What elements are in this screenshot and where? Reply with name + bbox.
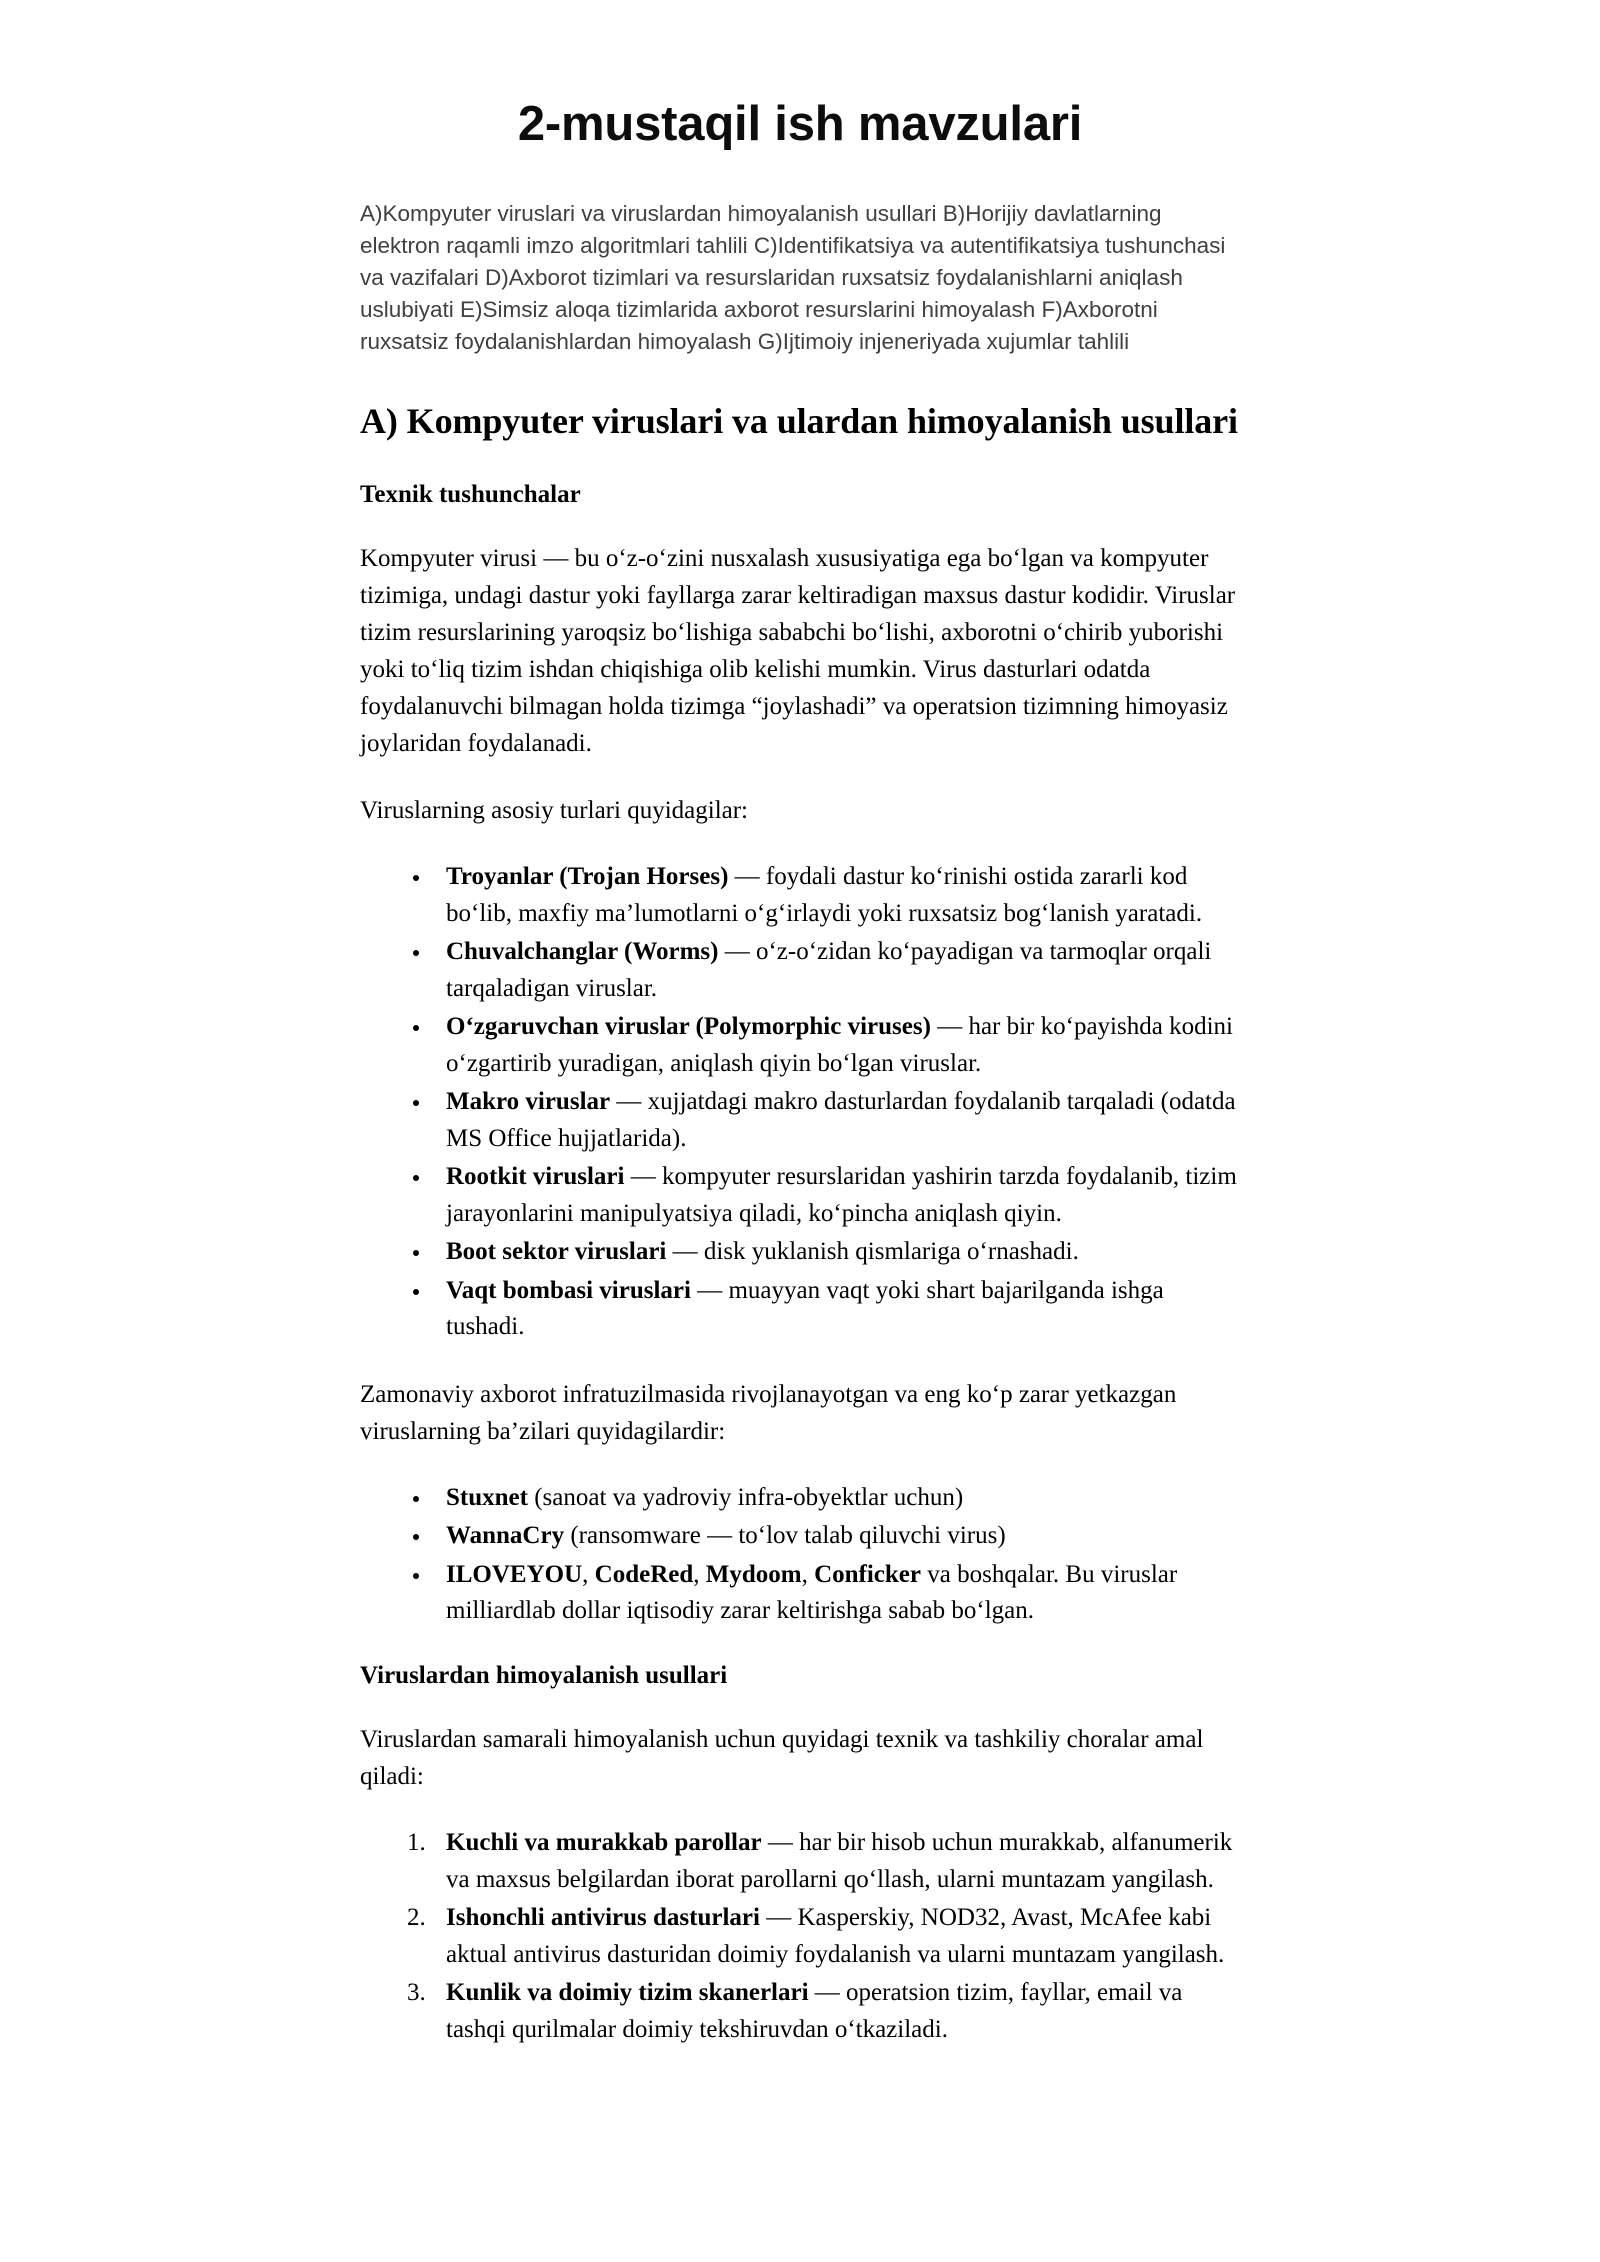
document-content	[360, 96, 1240, 2048]
list-item-term-2: CodeRed	[594, 1560, 694, 1588]
list-item-desc: — Kasperskiy, NOD32, Avast, McAfee kabi aktual antivirus dasturidan doimiy foydalanish va ularni muntazam yangilash.	[446, 1904, 1225, 1968]
list-item	[432, 859, 1240, 932]
list-item	[432, 1273, 1240, 1346]
list-item	[432, 1975, 1240, 2048]
list-item-desc: — xujjatdagi makro dasturlardan foydalanib tarqaladi (odatda MS Office hujjatlarida).	[446, 1088, 1236, 1152]
paragraph-virus-definition: Kompyuter virusi — bu o‘z-o‘zini nusxalash xususiyatiga ega bo‘lgan va kompyuter tizimiga, undagi dastur yoki fayllarga zarar keltiradigan maxsus dastur kodidir. Viruslar tizim resurslarining yaroqsiz bo‘lishiga sababchi bo‘lishi, axborotni o‘chirib yuborishi yoki to‘liq tizim ishdan chiqishiga olib kelishi mumkin. Virus dasturlari odatda foydalanuvchi bilmagan holda tizimga “joylashadi” va operatsion tizimning himoyasiz joylaridan foydalanadi.	[360, 545, 1236, 758]
list-item-term: Kuchli va murakkab parollar	[446, 1829, 762, 1857]
list-item-desc: — muayyan vaqt yoki shart bajarilganda ishga tushadi.	[446, 1276, 1164, 1341]
page-title: 2-mustaqil ish mavzulari	[517, 97, 1083, 151]
list-item	[432, 1557, 1240, 1630]
term-separator: ,	[582, 1560, 595, 1588]
list-item	[432, 1900, 1240, 1973]
list-item-term-4: Conficker	[814, 1560, 921, 1588]
list-item-desc: — o‘z-o‘zidan ko‘payadigan va tarmoqlar orqali tarqaladigan viruslar.	[446, 938, 1212, 1002]
subheading-himoyalanish-usullari: Viruslardan himoyalanish usullari	[360, 1661, 728, 1689]
subheading-texnik-tushunchalar: Texnik tushunchalar	[360, 481, 581, 509]
list-item-term: Chuvalchanglar (Worms)	[446, 938, 719, 966]
section-a-heading: A) Kompyuter viruslari va ulardan himoyalanish usullari	[360, 401, 1238, 442]
list-item	[432, 1234, 1240, 1271]
list-item-term: O‘zgaruvchan viruslar (Polymorphic viruses)	[446, 1013, 931, 1041]
paragraph-virus-types-lead: Viruslarning asosiy turlari quyidagilar:	[360, 797, 749, 825]
list-item	[432, 1009, 1240, 1082]
list-item-desc: va boshqalar. Bu viruslar milliardlab dollar iqtisodiy zarar keltirishga sabab bo‘lgan.	[446, 1560, 1178, 1625]
list-item-desc: — har bir ko‘payishda kodini o‘zgartirib yuradigan, aniqlash qiyin bo‘lgan viruslar.	[446, 1013, 1233, 1077]
list-item-term: ILOVEYOU	[446, 1560, 583, 1588]
term-separator: ,	[801, 1560, 815, 1588]
list-item-term: Kunlik va doimiy tizim skanerlari	[446, 1979, 809, 2007]
list-item-term: Ishonchli antivirus dasturlari	[446, 1904, 760, 1932]
list-item-desc: (sanoat va yadroviy infra-obyektlar uchun)	[527, 1483, 964, 1511]
paragraph-famous-viruses-lead: Zamonaviy axborot infratuzilmasida rivojlanayotgan va eng ko‘p zarar yetkazgan viruslarning ba’zilari quyidagilardir:	[360, 1380, 1177, 1445]
list-item-term: Boot sektor viruslari	[446, 1238, 667, 1266]
term-separator: ,	[693, 1560, 706, 1588]
list-item-term: Troyanlar (Trojan Horses)	[446, 863, 729, 891]
famous-viruses-list	[360, 1480, 1240, 1630]
list-item	[432, 934, 1240, 1007]
list-item	[432, 1825, 1240, 1898]
list-item-desc: (ransomware — to‘lov talab qiluvchi virus)	[564, 1522, 1006, 1550]
paragraph-protection-lead: Viruslardan samarali himoyalanish uchun quyidagi texnik va tashkiliy choralar amal qiladi:	[360, 1726, 1204, 1791]
list-item-desc: — foydali dastur ko‘rinishi ostida zararli kod bo‘lib, maxfiy ma’lumotlarni o‘g‘irlaydi yoki ruxsatsiz bog‘lanish yaratadi.	[446, 863, 1203, 927]
list-item-term: WannaCry	[446, 1522, 565, 1550]
list-item	[432, 1518, 1240, 1555]
list-item	[432, 1480, 1240, 1517]
virus-types-list	[360, 859, 1240, 1346]
protection-methods-list	[360, 1825, 1240, 2048]
list-item-desc: — operatsion tizim, fayllar, email va tashqi qurilmalar doimiy tekshiruvdan o‘tkaziladi.	[446, 1979, 1183, 2043]
list-item-desc: — har bir hisob uchun murakkab, alfanumerik va maxsus belgilardan iborat parollarni qo‘llash, ularni muntazam yangilash.	[446, 1829, 1233, 1893]
list-item-desc: — disk yuklanish qismlariga o‘rnashadi.	[666, 1238, 1079, 1266]
list-item	[432, 1159, 1240, 1232]
intro-paragraph: A)Kompyuter viruslari va viruslardan himoyalanish usullari B)Horijiy davlatlarning elektron raqamli imzo algoritmlari tahlili C)Identifikatsiya va autentifikatsiya tushunchasi va vazifalari D)Axborot tizimlari va resurslaridan ruxsatsiz foydalanishlarni aniqlash uslubiyati E)Simsiz aloqa tizimlarida axborot resurslarini himoyalash F)Axborotni ruxsatsiz foydalanishlardan himoyalash G)Ijtimoiy injeneriyada xujumlar tahlili	[360, 201, 1226, 355]
list-item-term: Stuxnet	[446, 1483, 528, 1511]
list-item-term: Makro viruslar	[446, 1088, 611, 1116]
list-item	[432, 1084, 1240, 1157]
list-item-term: Vaqt bombasi viruslari	[446, 1276, 691, 1304]
list-item-term: Rootkit viruslari	[446, 1163, 625, 1191]
list-item-term-3: Mydoom	[705, 1560, 802, 1588]
list-item-desc: — kompyuter resurslaridan yashirin tarzda foydalanib, tizim jarayonlarini manipulyatsiya qiladi, ko‘pincha aniqlash qiyin.	[446, 1163, 1237, 1227]
